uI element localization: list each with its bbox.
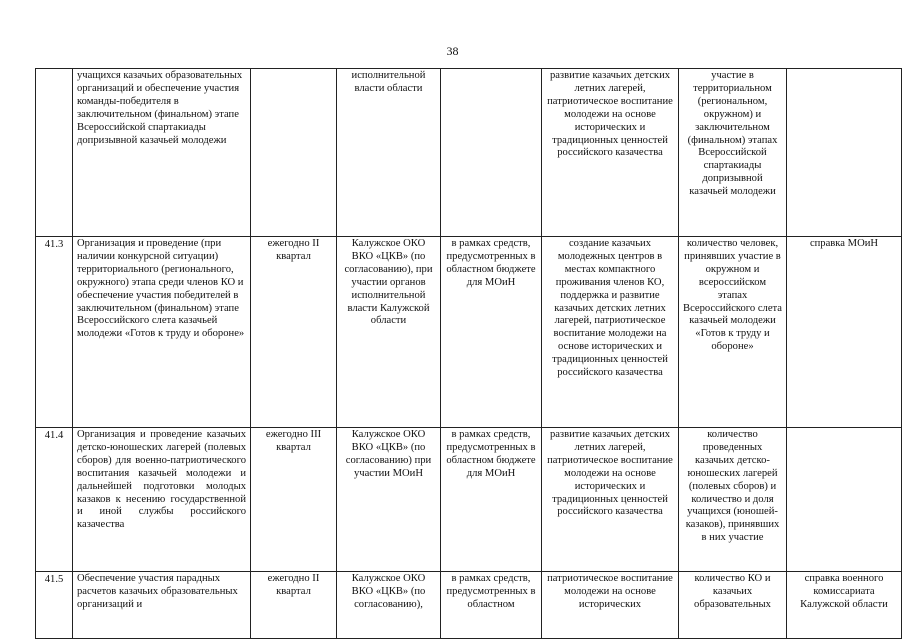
indicator-cell: количество человек, принявших участие в окружном и всероссийском этапах Всероссийского слета казачьей молодежи «Готов к труду и обороне» [679, 237, 787, 428]
indicator-cell: участие в территориальном (региональном, окружном) и заключительном (финальном) этапах Всероссийской спартакиады допризывной казачьей молодежи [679, 69, 787, 237]
activity-cell: учащихся казачьих образовательных организаций и обеспечение участия команды-победителя в заключительном (финальном) этапе Всероссийской спартакиады допризывной казачьей молодежи [73, 69, 251, 237]
funding-cell: в рамках средств, предусмотренных в областном [441, 572, 542, 639]
executor-cell: Калужское ОКО ВКО «ЦКВ» (по согласованию), [337, 572, 441, 639]
indicator-cell: количество КО и казачьих образовательных [679, 572, 787, 639]
period-cell: ежегодно II квартал [251, 237, 337, 428]
result-cell: развитие казачьих детских летних лагерей, патриотическое воспитание молодежи на основе исторических и традиционных ценностей российского казачества [542, 69, 679, 237]
table-row [36, 69, 902, 237]
funding-cell: в рамках средств, предусмотренных в областном бюджете для МОиН [441, 428, 542, 572]
row-number: 41.5 [36, 572, 73, 639]
result-cell: развитие казачьих детских летних лагерей, патриотическое воспитание молодежи на основе исторических и традиционных ценностей российского казачества [542, 428, 679, 572]
executor-cell: Калужское ОКО ВКО «ЦКВ» (по согласованию), при участии органов исполнительной власти Калужской области [337, 237, 441, 428]
plan-table [35, 68, 902, 639]
executor-cell: Калужское ОКО ВКО «ЦКВ» (по согласованию) при участии МОиН [337, 428, 441, 572]
table-row [36, 428, 902, 572]
report-cell: справка МОиН [787, 237, 902, 428]
row-number: 41.4 [36, 428, 73, 572]
result-cell: патриотическое воспитание молодежи на основе исторических [542, 572, 679, 639]
funding-cell: в рамках средств, предусмотренных в областном бюджете для МОиН [441, 237, 542, 428]
period-cell [251, 69, 337, 237]
page-number: 38 [446, 44, 459, 58]
activity-cell: Организация и проведение (при наличии конкурсной ситуации) территориального (регионального, окружного) этапа среди членов КО и обеспечение участия победителей в заключительном (финальном) этапе Всероссийского слета казачьей молодежи «Готов к труду и обороне» [73, 237, 251, 428]
activity-cell: Организация и проведение казачьих детско-юношеских лагерей (полевых сборов) для военно-патриотического воспитания казачьей молодежи и дальнейшей подготовки молодых казаков к несению государственной и иной службы российского казачества [73, 428, 251, 572]
table-row [36, 237, 902, 428]
executor-cell: исполнительной власти области [337, 69, 441, 237]
activity-cell: Обеспечение участия парадных расчетов казачьих образовательных организаций и [73, 572, 251, 639]
funding-cell [441, 69, 542, 237]
result-cell: создание казачьих молодежных центров в местах компактного проживания членов КО, поддержка и развитие казачьих детских летних лагерей, патриотическое воспитание молодежи на основе исторических и традиционных ценностей российского казачества [542, 237, 679, 428]
indicator-cell: количество проведенных казачьих детско-юношеских лагерей (полевых сборов) и количество и доля учащихся (юношей-казаков), принявших в них участие [679, 428, 787, 572]
row-number [36, 69, 73, 237]
period-cell: ежегодно II квартал [251, 572, 337, 639]
report-cell [787, 69, 902, 237]
table-row [36, 572, 902, 639]
row-number: 41.3 [36, 237, 73, 428]
report-cell [787, 428, 902, 572]
period-cell: ежегодно III квартал [251, 428, 337, 572]
report-cell: справка военного комиссариата Калужской области [787, 572, 902, 639]
